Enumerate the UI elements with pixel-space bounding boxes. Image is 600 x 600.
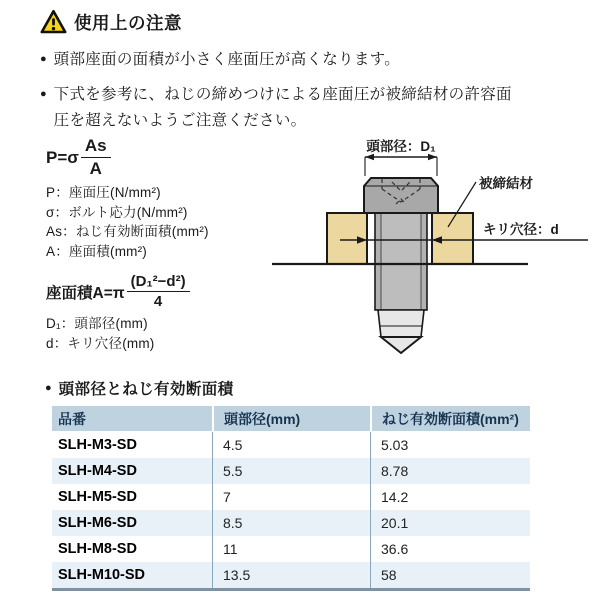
thread-area-cell: 20.1: [370, 510, 530, 536]
thread-area-cell: 14.2: [370, 484, 530, 510]
notice-bullet-2: [40, 82, 560, 134]
thread-area-cell: 5.03: [370, 432, 530, 458]
bullet-icon: ●: [45, 382, 52, 394]
bolt-cross-section-diagram: [270, 130, 600, 375]
area-formula-fraction: [127, 273, 190, 310]
part-number-cell: SLH-M8-SD: [58, 541, 137, 557]
head-diameter-cell: 11: [212, 536, 370, 562]
head-diameter-cell: 7: [212, 484, 370, 510]
area-formula-block: [46, 273, 281, 353]
table-heading-row: [45, 377, 545, 399]
table-row: [52, 432, 530, 458]
clamped-material-label: 被締結材: [479, 176, 533, 191]
head-diameter-label: 頭部径：D₁: [366, 139, 436, 154]
definition-line: As：ねじ有効断面積(mm²): [46, 224, 209, 239]
bullet-icon: ●: [40, 53, 47, 65]
thread-area-cell: 36.6: [370, 536, 530, 562]
definition-line: d：キリ穴径(mm): [46, 335, 155, 351]
bolt-shank-inner: [381, 213, 421, 309]
fraction-numerator: As: [81, 136, 111, 158]
notice-bullet-2-text: 下式を参考に、ねじの締めつけによる座面圧が被締結材の許容面圧を超えないようご注意ください。: [53, 86, 512, 129]
spec-table: [52, 406, 530, 591]
pressure-formula-definitions: [46, 183, 281, 261]
table-header-row: [52, 406, 530, 432]
head-diameter-cell: 8.5: [212, 510, 370, 536]
part-number-cell: SLH-M10-SD: [58, 567, 146, 583]
fraction-denominator: 4: [153, 293, 163, 310]
column-header-part: 品番: [52, 406, 212, 432]
part-number-cell: SLH-M3-SD: [58, 437, 137, 453]
notice-bullet-1-text: 頭部座面の面積が小さく座面圧が高くなります。: [53, 51, 401, 68]
fraction-denominator: A: [89, 159, 102, 178]
formula-block: [46, 136, 281, 353]
table-row: [52, 484, 530, 510]
definition-line: P：座面圧(N/mm²): [46, 185, 161, 200]
bolt-diagram-svg: [270, 130, 600, 375]
table-heading: 頭部径とねじ有効断面積: [58, 381, 234, 398]
table-row: [52, 510, 530, 536]
column-header-head-dia: 頭部径(mm): [212, 406, 370, 432]
pressure-formula-lhs: P=σ: [46, 147, 79, 167]
definition-line: A：座面積(mm²): [46, 243, 147, 259]
notice-title-row: [40, 6, 560, 38]
area-formula: [46, 273, 281, 310]
spec-table-section: [45, 377, 545, 591]
area-formula-lhs: 座面積A=π: [46, 284, 125, 302]
part-number-cell: SLH-M4-SD: [58, 463, 137, 479]
fraction-numerator: (D₁²−d²): [127, 273, 190, 292]
table-row: [52, 458, 530, 484]
bullet-icon: ●: [40, 88, 47, 100]
definition-line: σ：ボルト応力(N/mm²): [46, 204, 188, 220]
bolt-tip-body: [378, 310, 424, 337]
definition-line: D₁：頭部径(mm): [46, 316, 148, 331]
thread-area-cell: 58: [370, 562, 530, 588]
part-number-cell: SLH-M5-SD: [58, 489, 137, 505]
table-row: [52, 562, 530, 588]
table-row: [52, 536, 530, 562]
usage-notice-section: [40, 6, 560, 134]
head-diameter-cell: 13.5: [212, 562, 370, 588]
dimension-arrow-right-icon: [428, 154, 437, 160]
dimension-arrow-left-icon: [365, 154, 374, 160]
bolt-tip-cone: [381, 337, 421, 353]
area-formula-definitions: [46, 314, 281, 353]
pressure-formula: [46, 136, 281, 179]
notice-bullet-1: [40, 47, 560, 73]
pressure-formula-fraction: [81, 136, 111, 179]
thread-area-cell: 8.78: [370, 458, 530, 484]
warning-icon: [40, 9, 67, 35]
head-diameter-cell: 5.5: [212, 458, 370, 484]
bolt-head: [364, 178, 438, 213]
drill-hole-label: キリ穴径：d: [483, 222, 559, 237]
notice-title: 使用上の注意: [74, 12, 182, 33]
part-number-cell: SLH-M6-SD: [58, 515, 137, 531]
column-header-area: ねじ有効断面積(mm²): [370, 406, 530, 432]
head-diameter-cell: 4.5: [212, 432, 370, 458]
